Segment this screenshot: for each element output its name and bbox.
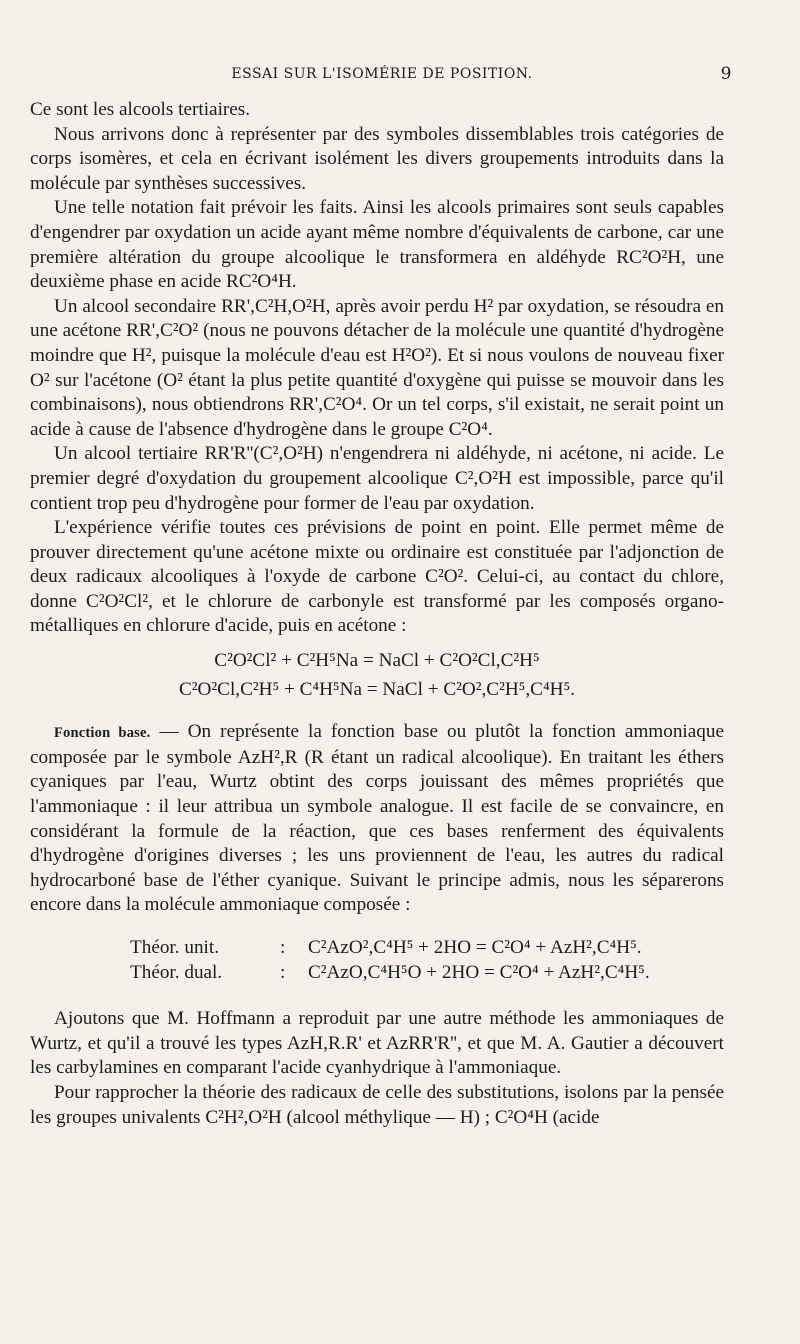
theory-label: Théor. unit. <box>130 937 219 958</box>
paragraph: Nous arrivons donc à représenter par des symboles dissemblables trois catégories de corps isomères, et cela en écrivant isolément les divers groupements introduits dans la molécule par synthèses successives. <box>30 123 724 194</box>
theory-equations <box>30 936 724 985</box>
theory-row-dual <box>30 961 724 986</box>
paragraph: Un alcool tertiaire RR'R''(C²,O²H) n'engendrera ni aldéhyde, ni acétone, ni acide. Le premier degré d'oxydation du groupement alcoolique C²,O²H est impossible, parce qu'il contient trop peu d'hydrogène pour former de l'eau par oxydation. <box>30 443 724 514</box>
theory-equation: C²AzO,C⁴H⁵O + 2HO = C²O⁴ + AzH²,C⁴H⁵. <box>308 961 650 983</box>
paragraph: Une telle notation fait prévoir les faits. Ainsi les alcools primaires sont seuls capables d'engendrer par oxydation un acide ayant même nombre d'équivalents de carbone, car une première altération du groupe alcoolique le transformera en aldéhyde RC²O²H, une deuxième phase en acide RC²O⁴H. <box>30 197 724 293</box>
theory-row-unit <box>30 936 724 961</box>
page-number: 9 <box>720 64 732 84</box>
section-heading: Fonction base. <box>54 725 151 742</box>
paragraph-fonction-base <box>30 720 724 918</box>
paragraph: Pour rapprocher la théorie des radicaux de celle des substitutions, isolons par la pensée les groupes univalents C²H²,O²H (alcool méthylique — H) ; C²O⁴H (acide <box>30 1081 724 1128</box>
paragraph: Ajoutons que M. Hoffmann a reproduit par une autre méthode les ammoniaques de Wurtz, et qu'il a trouvé les types AzH,R.R' et AzRR'R'', et que M. A. Gautier a découvert les carbylamines en comparant l'acide cyanhydrique à l'ammoniaque. <box>30 1008 724 1079</box>
paragraph: L'expérience vérifie toutes ces prévisions de point en point. Elle permet même de prouver directement qu'une acétone mixte ou ordinaire est constituée par l'adjonction de deux radicaux alcooliques à l'oxyde de carbone C²O². Celui-ci, au contact du chlore, donne C²O²Cl², et le chlorure de carbonyle est transformé par les composés organo-métalliques en chlorure d'acide, puis en acétone : <box>30 517 724 637</box>
paragraph: Un alcool secondaire RR',C²H,O²H, après avoir perdu H² par oxydation, se résoudra en une acétone RR',C²O² (nous ne pouvons détacher de la molécule une quantité d'hydrogène moindre que H², puisque la molécule d'eau est H²O²). Et si nous voulons de nouveau fixer O² sur l'acétone (O² étant la plus petite quantité d'oxygène qui puisse se mouvoir dans les combinaisons), nous obtiendrons RR',C²O⁴. Or un tel corps, s'il existait, ne serait point un acide à cause de l'absence d'hydrogène dans le groupe C²O⁴. <box>30 295 724 440</box>
equation-block <box>30 649 724 702</box>
equation: C²O²Cl,C²H⁵ + C⁴H⁵Na = NaCl + C²O²,C²H⁵,C⁴H⁵. <box>178 678 575 700</box>
theory-separator: : <box>280 937 286 958</box>
header-title: ESSAI SUR L'ISOMÉRIE DE POSITION. <box>231 66 533 82</box>
theory-label: Théor. dual. <box>130 961 223 983</box>
running-header <box>32 66 732 92</box>
theory-separator: : <box>280 961 286 983</box>
equation: C²O²Cl² + C²H⁵Na = NaCl + C²O²Cl,C²H⁵ <box>214 650 540 672</box>
theory-equation: C²AzO²,C⁴H⁵ + 2HO = C²O⁴ + AzH²,C⁴H⁵. <box>308 937 642 958</box>
paragraph: Ce sont les alcools tertiaires. <box>30 99 251 120</box>
body-text <box>30 98 724 1130</box>
paragraph-text: — On représente la fonction base ou plutôt la fonction ammoniaque composée par le symbole AzH²,R (R étant un radical alcoolique). En traitant les éthers cyaniques par l'eau, Wurtz obtint des corps jouissant des mêmes propriétés que l'ammoniaque : il leur attribua un symbole analogue. Il est facile de se convaincre, en considérant la formule de la réaction, que ces bases renferment des équivalents d'hydrogène d'origines diverses ; les uns proviennent de l'eau, les autres du radical hydrocarboné base de l'éther cyanique. Suivant le principe admis, nous les séparerons encore dans la molécule ammoniaque composée : <box>30 721 724 916</box>
